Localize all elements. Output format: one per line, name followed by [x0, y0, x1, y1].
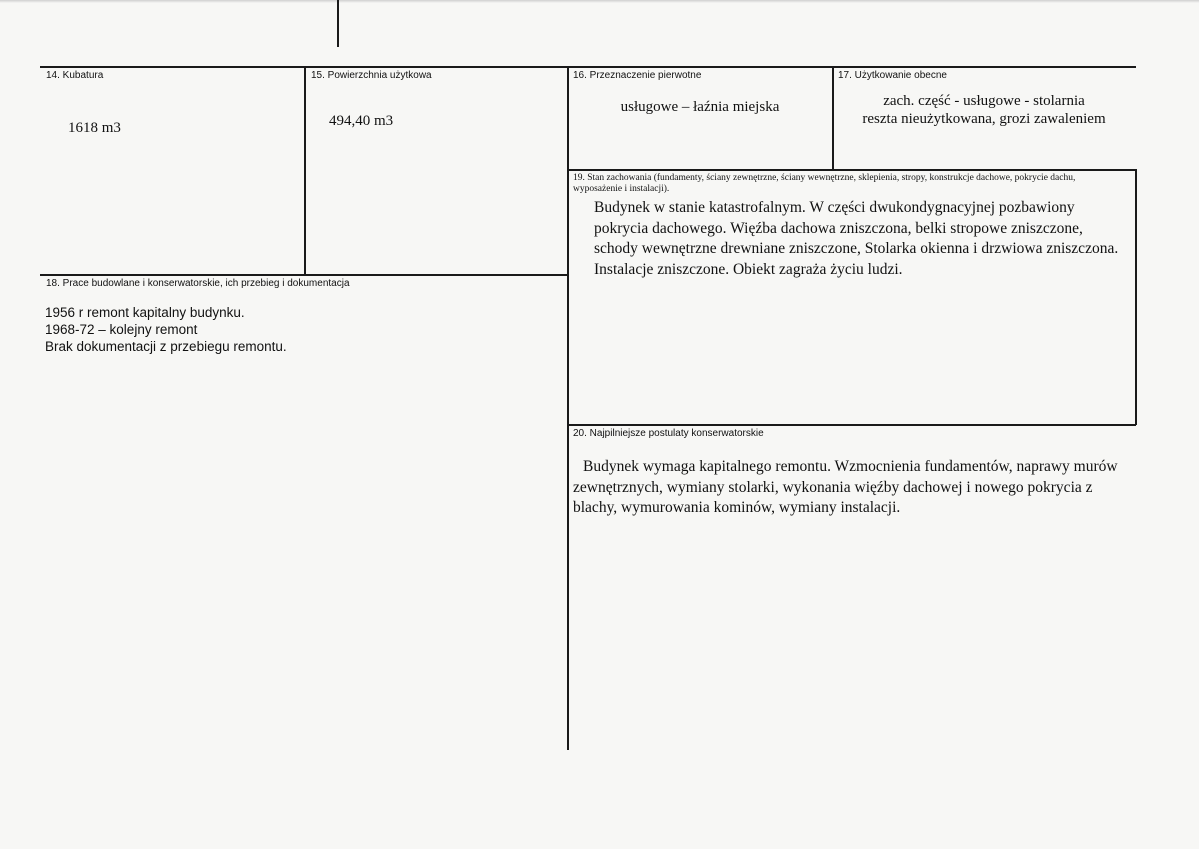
field-15-label: 15. Powierzchnia użytkowa [311, 70, 432, 81]
top-stub-divider [337, 0, 339, 47]
field-18-line-3: Brak dokumentacji z przebiegu remontu. [45, 339, 287, 354]
field-19-text: Budynek w stanie katastrofalnym. W części dwukondygnacyjnej pozbawiony pokrycia dachowego. Więźba dachowa zniszczona, belki stropowe zniszczone, schody wewnętrzne drewniane zniszczone, Stolarka okienna i drzwiowa zniszczona. Instalacje zniszczone. Obiekt zagraża życiu ludzi. [594, 199, 1119, 278]
field-17-value-line-1: zach. część - usługowe - stolarnia [883, 93, 1085, 109]
scan-edge-shadow [0, 0, 1199, 3]
field-17-label: 17. Użytkowanie obecne [838, 70, 947, 81]
field-18-label: 18. Prace budowlane i konserwatorskie, ich przebieg i dokumentacja [46, 278, 350, 289]
field-20-label: 20. Najpilniejsze postulaty konserwatorskie [573, 428, 764, 439]
right-border-line [1135, 169, 1137, 425]
field-16-label: 16. Przeznaczenie pierwotne [573, 70, 702, 81]
field-16-value: usługowe – łaźnia miejska [620, 99, 780, 115]
divider-top-20 [567, 424, 1136, 426]
field-14-value: 1618 m3 [68, 120, 121, 136]
field-15-value: 494,40 m3 [329, 113, 394, 129]
field-18-line-2: 1968-72 – kolejny remont [45, 322, 198, 337]
field-20-text: Budynek wymaga kapitalnego remontu. Wzmocnienia fundamentów, naprawy murów zewnętrznych, wymiany stolarki, wykonania więźby dachowej i nowego pokrycia z blachy, wymurowania kominów, wymiany instalacji. [573, 458, 1118, 516]
divider-top-19 [567, 169, 1136, 171]
field-17-value-line-2: reszta nieużytkowana, grozi zawaleniem [862, 111, 1106, 127]
field-18-line-1: 1956 r remont kapitalny budynku. [45, 305, 245, 320]
divider-16-17 [832, 66, 834, 169]
field-14-label: 14. Kubatura [46, 70, 104, 81]
divider-14-15 [304, 66, 306, 274]
top-border-line [40, 66, 1136, 68]
field-19-label: 19. Stan zachowania (fundamenty, ściany zewnętrzne, ściany wewnętrzne, sklepienia, stropy, konstrukcje dachowe, pokrycie dachu, wyposażenie i instalacji). [573, 173, 1076, 194]
divider-top-18 [40, 274, 567, 276]
